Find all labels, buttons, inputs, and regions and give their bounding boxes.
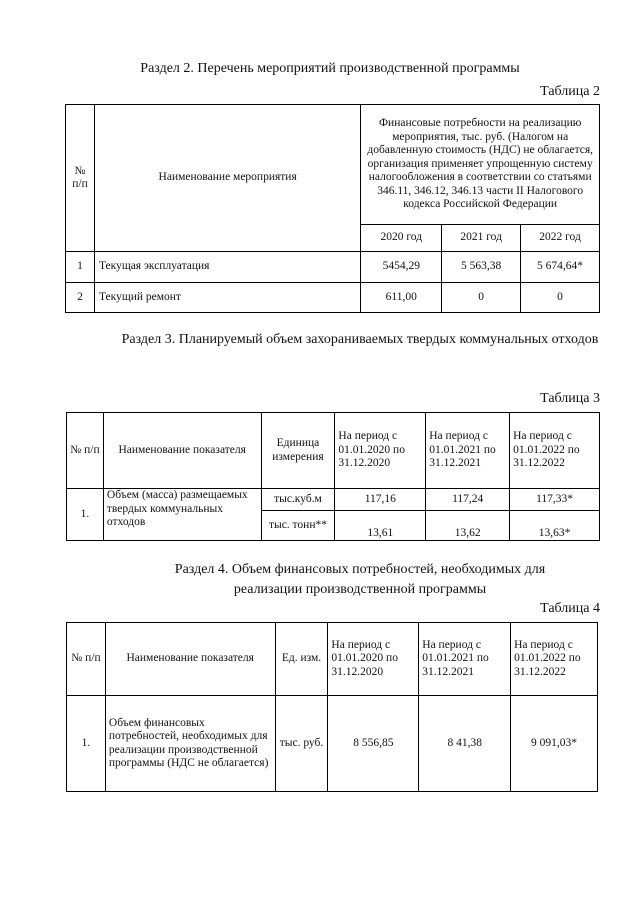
- row-value-p2: 8 41,38: [419, 696, 511, 792]
- row-unit: тыс. руб.: [275, 696, 328, 792]
- table-3: [66, 412, 600, 541]
- row-value-2022: 0: [521, 283, 600, 313]
- year-2021: 2021 год: [442, 225, 521, 252]
- year-2022: 2022 год: [521, 225, 600, 252]
- section4-title: Раздел 4. Объем финансовых потребностей, необходимых для реализации производственной программы: [174, 562, 546, 597]
- section2-table-label: Таблица 2: [540, 84, 600, 99]
- col-header-unit: Единица измерения: [261, 413, 335, 489]
- col-header-period-3: На период с 01.01.2022 по 31.12.2022: [511, 623, 598, 696]
- row-num: 1.: [67, 489, 104, 541]
- col-header-num: № п/п: [67, 413, 104, 489]
- section2-title: Раздел 2. Перечень мероприятий производственной программы: [140, 61, 520, 76]
- col-header-num: № п/п: [66, 105, 95, 252]
- row-value-2020: 611,00: [361, 283, 442, 313]
- year-2020: 2020 год: [361, 225, 442, 252]
- row-name: Объем финансовых потребностей, необходимых для реализации производственной программы (НДС не облагается): [105, 696, 275, 792]
- section3-table-label: Таблица 3: [540, 391, 600, 406]
- row-value-p1: 8 556,85: [328, 696, 419, 792]
- row-value-2022: 5 674,64*: [521, 252, 600, 283]
- row-value-2020: 5454,29: [361, 252, 442, 283]
- table-row: [67, 696, 598, 792]
- row-value-2021: 5 563,38: [442, 252, 521, 283]
- row-value-p3: 117,33*: [510, 489, 600, 511]
- table-4: [66, 622, 598, 792]
- row-value-p1: 117,16: [335, 489, 426, 511]
- row-value-p2: 13,62: [426, 511, 510, 541]
- col-header-period-2: На период с 01.01.2021 по 31.12.2021: [419, 623, 511, 696]
- col-header-name: Наименование показателя: [103, 413, 261, 489]
- col-header-period-2: На период с 01.01.2021 по 31.12.2021: [426, 413, 510, 489]
- col-header-unit: Ед. изм.: [275, 623, 328, 696]
- col-header-num: № п/п: [67, 623, 106, 696]
- row-name: Текущий ремонт: [94, 283, 360, 313]
- row-unit-1: тыс.куб.м: [261, 489, 335, 511]
- row-value-p3: 9 091,03*: [511, 696, 598, 792]
- section3-title: Раздел 3. Планируемый объем захораниваемых твердых коммунальных отходов: [121, 332, 599, 347]
- row-value-p2: 117,24: [426, 489, 510, 511]
- col-header-name: Наименование показателя: [105, 623, 275, 696]
- row-num: 1.: [67, 696, 106, 792]
- col-header-name: Наименование мероприятия: [94, 105, 360, 252]
- table-row: [67, 489, 600, 511]
- row-name: Объем (масса) размещаемых твердых коммунальных отходов: [103, 489, 261, 541]
- section4-table-label: Таблица 4: [540, 601, 600, 616]
- row-value-2021: 0: [442, 283, 521, 313]
- col-header-period-1: На период с 01.01.2020 по 31.12.2020: [335, 413, 426, 489]
- row-num: 1: [66, 252, 95, 283]
- col-header-period-1: На период с 01.01.2020 по 31.12.2020: [328, 623, 419, 696]
- row-name: Текущая эксплуатация: [94, 252, 360, 283]
- col-header-period-3: На период с 01.01.2022 по 31.12.2022: [510, 413, 600, 489]
- col-header-fin: Финансовые потребности на реализацию мероприятия, тыс. руб. (Налогом на добавленную стоимость (НДС) не облагается, организация применяет упрощенную систему налогообложения в соответствии со статьями 346.11, 346.12, 346.13 части II Налогового кодекса Российской Федерации: [361, 105, 600, 225]
- row-value-p3: 13,63*: [510, 511, 600, 541]
- row-value-p1: 13,61: [335, 511, 426, 541]
- table-row: [66, 252, 600, 283]
- table-2: [65, 104, 600, 313]
- table-row: [66, 283, 600, 313]
- row-num: 2: [66, 283, 95, 313]
- row-unit-2: тыс. тонн**: [261, 511, 335, 541]
